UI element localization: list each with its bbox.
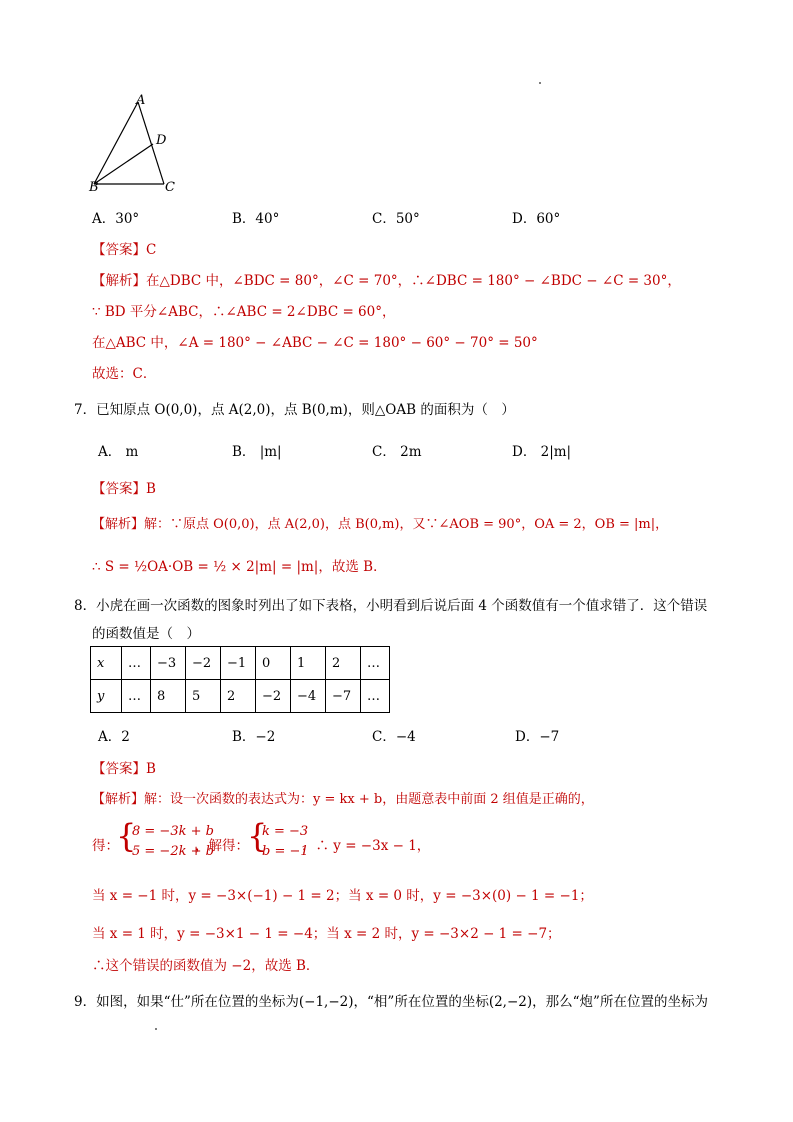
equation-line: 8 = −3k + b: [132, 824, 214, 839]
q7-analysis-2: ∴ S = ½OA·OB = ½ × 2|m| = |m|，故选 B．: [92, 559, 387, 575]
q6-analysis-1: 【解析】在△DBC 中，∠BDC = 80°，∠C = 70°，∴∠DBC = 180° − ∠BDC − ∠C = 30°，: [92, 273, 681, 289]
table-cell: 0: [256, 647, 291, 680]
brace-2: {: [247, 817, 268, 855]
table-cell: 2: [326, 647, 361, 680]
q8-answer: 【答案】B: [92, 761, 156, 777]
q8-system-suffix: ，∴ y = −3x − 1，: [302, 838, 431, 854]
side-ab: [94, 102, 138, 184]
q8-analysis-1: 【解析】解：设一次函数的表达式为：y = kx + b，由题意表中前面 2 组值是正确的，: [92, 792, 594, 807]
q8-option-d: D．−7: [515, 729, 560, 745]
table-cell: −2: [256, 680, 291, 713]
table-cell: −2: [186, 647, 221, 680]
label-d: D: [156, 133, 167, 148]
brace-1: {: [116, 817, 137, 855]
label-a: A: [136, 93, 146, 108]
segment-bd: [94, 144, 153, 184]
q7-stem: 7．已知原点 O(0,0)，点 A(2,0)，点 B(0,m)，则△OAB 的面积为（ ）: [74, 402, 515, 418]
q8-analysis-3: 当 x = 1 时，y = −3×1 − 1 = −4；当 x = 2 时，y = −3×2 − 1 = −7；: [92, 926, 561, 942]
q6-analysis-2: ∵ BD 平分∠ABC，∴∠ABC = 2∠DBC = 60°，: [92, 304, 396, 320]
table-cell: x: [91, 647, 122, 680]
table-cell: …: [122, 680, 151, 713]
table-cell: …: [122, 647, 151, 680]
q8-option-a: A．2: [98, 729, 130, 745]
function-value-table: [90, 646, 390, 713]
q6-analysis-4: 故选：C．: [92, 366, 157, 382]
table-cell: y: [91, 680, 122, 713]
q8-system-prefix: 得：: [92, 838, 119, 854]
q6-analysis-3: 在△ABC 中，∠A = 180° − ∠ABC − ∠C = 180° − 60° − 70° = 50°: [92, 335, 538, 351]
table-cell: −3: [151, 647, 186, 680]
q7-option-a: A． m: [98, 444, 139, 460]
q8-stem-1: 8．小虎在画一次函数的图象时列出了如下表格，小明看到后说后面 4 个函数值有一个值求错了．这个错误: [74, 598, 708, 614]
q7-option-b: B． |m|: [232, 444, 282, 460]
equation-line: b = −1: [262, 844, 309, 859]
q8-solve-text: ，解得：: [195, 838, 249, 854]
table-cell: 1: [291, 647, 326, 680]
equation-line: k = −3: [262, 824, 309, 839]
label-c: C: [165, 180, 175, 195]
table-cell: 2: [221, 680, 256, 713]
q7-option-c: C． 2m: [372, 444, 422, 460]
q8-analysis-4: ∴这个错误的函数值为 −2，故选 B．: [92, 958, 320, 974]
table-cell: −7: [326, 680, 361, 713]
q7-analysis-1: 【解析】解：∵原点 O(0,0)，点 A(2,0)，点 B(0,m)，又∵∠AOB = 90°，OA = 2，OB = |m|，: [92, 517, 669, 532]
q8-option-c: C．−4: [372, 729, 416, 745]
q8-stem-2: 的函数值是（ ）: [92, 626, 200, 642]
scan-dot: [155, 1028, 157, 1030]
q6-answer: 【答案】C: [92, 242, 157, 258]
equation-line: 5 = −2k + b: [132, 844, 214, 859]
scan-dot: [539, 82, 541, 84]
table-cell: 8: [151, 680, 186, 713]
table-cell: −4: [291, 680, 326, 713]
q6-option-a: A．30°: [92, 211, 140, 227]
q7-answer: 【答案】B: [92, 481, 156, 497]
table-cell: 5: [186, 680, 221, 713]
q7-option-d: D． 2|m|: [512, 444, 572, 460]
table-row-x: [91, 647, 390, 680]
q8-option-b: B．−2: [232, 729, 276, 745]
table-row-y: [91, 680, 390, 713]
q8-analysis-2: 当 x = −1 时，y = −3×(−1) − 1 = 2；当 x = 0 时，y = −3×(0) − 1 = −1；: [92, 888, 593, 904]
label-b: B: [89, 180, 99, 195]
table-cell: …: [361, 647, 390, 680]
q6-option-b: B．40°: [232, 211, 280, 227]
table-cell: …: [361, 680, 390, 713]
q6-option-d: D．60°: [512, 211, 561, 227]
table-cell: −1: [221, 647, 256, 680]
q9-stem: 9．如图，如果“仕”所在位置的坐标为(−1,−2)，“相”所在位置的坐标(2,−2)，那么“炮”所在位置的坐标为: [74, 994, 708, 1010]
q6-option-c: C．50°: [372, 211, 420, 227]
